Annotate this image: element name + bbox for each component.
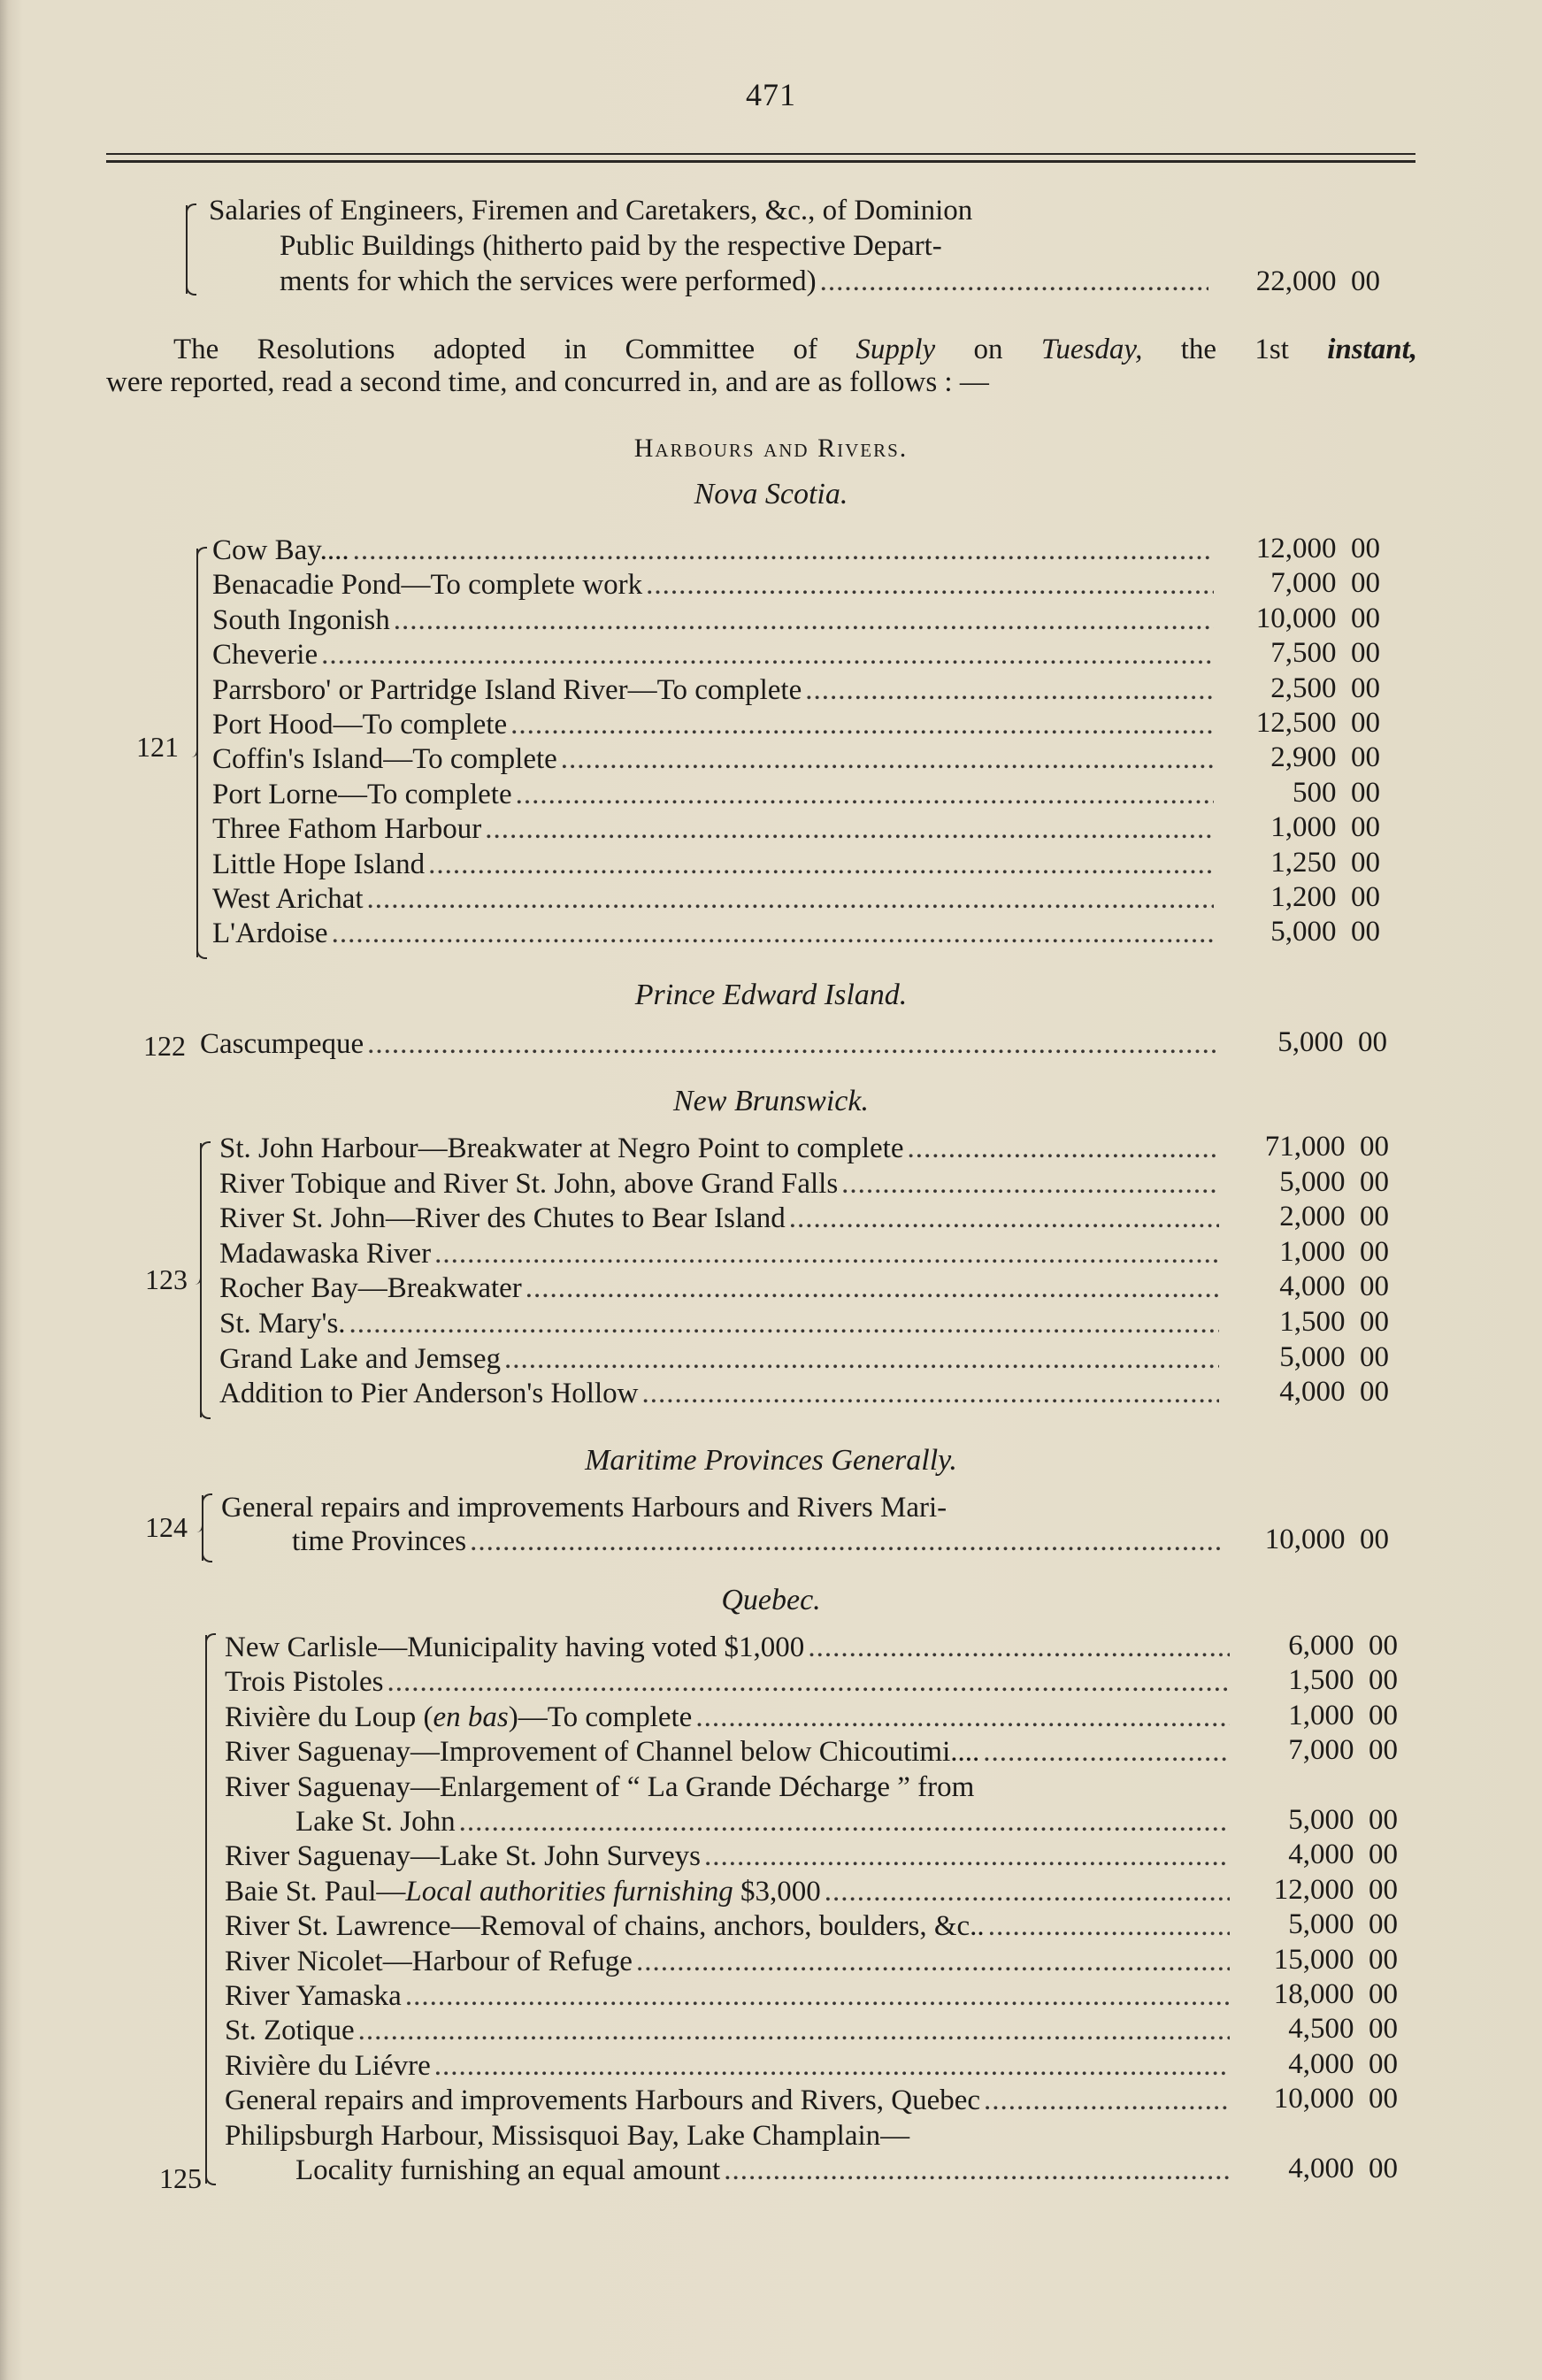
nova-scotia-item-amount: 1,250 00 [1270,846,1380,879]
header-rule-double [106,160,1415,163]
nova-scotia-item-amount: 12,000 00 [1255,533,1380,564]
nova-scotia-item-amount: 7,000 00 [1270,567,1380,600]
nova-scotia-item-label: Parrsboro' or Partridge Island River—To complete [212,673,802,706]
quebec-item-continuation [295,2154,1230,2187]
pei-amount: 5,000 00 [1277,1026,1387,1058]
nova-scotia-item-label: Port Hood—To complete [212,709,508,741]
new-brunswick-title: New Brunswick. [673,1085,869,1117]
nova-scotia-item-amount: 12,500 00 [1255,707,1380,739]
header-rule [106,153,1415,155]
quebec-item [225,1701,1230,1734]
quebec-item-label: Rivière du Loup (en bas)—To complete [225,1701,693,1733]
nova-scotia-item-label: L'Ardoise [212,917,328,950]
maritime-title: Maritime Provinces Generally. [585,1444,957,1477]
quebec-item-label: New Carlisle—Municipality having voted $1,000 [225,1631,805,1663]
quebec-item-label: River Saguenay—Improvement of Channel below Chicoutimi.... [225,1736,980,1769]
quebec-item-amount: 15,000 00 [1273,1943,1398,1976]
intro-line-2: Public Buildings (hitherto paid by the respective Depart- [280,230,942,262]
maritime-amount: 10,000 00 [1264,1524,1389,1555]
nova-scotia-item [212,779,1214,811]
brace-124 [202,1495,212,1561]
intro-brace [186,205,196,294]
quebec-item-amount: 12,000 00 [1273,1873,1398,1906]
resolution-line-1: The Resolutions adopted in Committee of Supply on Tuesday, the 1st instant, [173,334,1418,365]
new-brunswick-item-amount: 5,000 00 [1279,1165,1389,1198]
nova-scotia-item-amount: 500 00 [1293,776,1380,809]
quebec-item [225,2084,1230,2117]
new-brunswick-item [219,1378,1219,1410]
quebec-item-amount: 4,000 00 [1288,1839,1398,1871]
intro-line-3: ments for which the services were performed) ..... [280,265,1208,298]
nova-scotia-item-label: Three Fathom Harbour [212,813,482,846]
quebec-item-label: River Saguenay—Enlargement of “ La Grande Décharge ” from [225,1770,975,1803]
quebec-item-label-2: Lake St. John [295,1806,456,1838]
quebec-item-amount: 6,000 00 [1288,1630,1398,1662]
vote-123: 123 [145,1263,188,1295]
nova-scotia-item [212,569,1214,602]
quebec-item-label: River Yamaska [225,1980,402,2012]
intro-line-1: Salaries of Engineers, Firemen and Caretakers, &c., of Dominion [209,195,973,226]
quebec-item [225,1771,1230,1804]
nova-scotia-item-amount: 1,000 00 [1270,811,1380,844]
quebec-item-label-2: Locality furnishing an equal amount [295,2154,721,2186]
nova-scotia-item-label: Cow Bay.... [212,534,349,566]
nova-scotia-item-amount: 10,000 00 [1255,602,1380,634]
quebec-item-amount: 7,000 00 [1288,1734,1398,1767]
quebec-item [225,1946,1230,1978]
new-brunswick-item-label: Madawaska River [219,1237,432,1270]
nova-scotia-item [212,883,1214,916]
quebec-item [225,1631,1230,1664]
quebec-item-amount: 5,000 00 [1288,1804,1398,1836]
new-brunswick-item-amount: 5,000 00 [1279,1340,1389,1373]
pei-title: Prince Edward Island. [634,979,908,1011]
quebec-item-amount: 1,000 00 [1288,1699,1398,1731]
quebec-item-label: Philipsburgh Harbour, Missisquoi Bay, Lake Champlain— [225,2119,910,2152]
nova-scotia-item [212,848,1214,881]
nova-scotia-item-amount: 2,900 00 [1270,741,1380,774]
new-brunswick-item-amount: 4,000 00 [1279,1271,1389,1303]
new-brunswick-item [219,1272,1219,1305]
nova-scotia-item [212,743,1214,776]
maritime-line-1: General repairs and improvements Harbours and Rivers Mari- [221,1492,947,1524]
new-brunswick-item-amount: 1,000 00 [1279,1235,1389,1268]
quebec-item [225,1840,1230,1873]
nova-scotia-item [212,917,1214,950]
new-brunswick-item-label: River St. John—River des Chutes to Bear Island [219,1202,786,1235]
new-brunswick-item-amount: 4,000 00 [1279,1376,1389,1409]
quebec-item [225,2120,1230,2153]
quebec-item [225,1910,1230,1943]
new-brunswick-item [219,1202,1219,1235]
brace-123 [200,1143,211,1417]
pei-item: Cascumpeque ..... [200,1028,1217,1061]
brace-121 [196,549,207,957]
new-brunswick-item [219,1343,1219,1376]
nova-scotia-item-label: Cheverie [212,639,318,672]
quebec-item-amount: 5,000 00 [1288,1908,1398,1941]
quebec-item-amount: 10,000 00 [1273,2083,1398,2115]
quebec-item [225,1876,1230,1908]
quebec-item [225,2050,1230,2083]
nova-scotia-title: Nova Scotia. [694,478,848,511]
new-brunswick-item-amount: 1,500 00 [1279,1306,1389,1338]
quebec-item [225,1666,1230,1699]
new-brunswick-item-amount: 71,000 00 [1264,1131,1389,1163]
nova-scotia-item-label: Little Hope Island [212,848,426,880]
quebec-item [225,2015,1230,2047]
new-brunswick-item [219,1238,1219,1271]
quebec-item-label: General repairs and improvements Harbours and Rivers, Quebec [225,2084,981,2117]
intro-amount: 22,000 00 [1255,265,1380,297]
nova-scotia-item-label: West Arichat [212,883,364,915]
vote-122: 122 [143,1030,186,1062]
quebec-item-amount: 4,000 00 [1288,2153,1398,2184]
new-brunswick-item-label: St. John Harbour—Breakwater at Negro Point to complete [219,1132,904,1164]
vote-121: 121 [136,731,179,763]
nova-scotia-item [212,604,1214,637]
page-number: 471 [746,77,796,112]
quebec-item-label: St. Zotique [225,2015,355,2047]
new-brunswick-item [219,1132,1219,1165]
quebec-item-label: River St. Lawrence—Removal of chains, anchors, boulders, &c.. [225,1910,985,1943]
new-brunswick-item-label: Addition to Pier Anderson's Hollow [219,1378,639,1410]
quebec-item-label: Trois Pistoles [225,1666,384,1699]
quebec-item-amount: 4,000 00 [1288,2047,1398,2080]
vote-125: 125 [159,2162,202,2194]
nova-scotia-item-label: South Ingonish [212,603,390,636]
nova-scotia-item [212,639,1214,672]
quebec-item-label: Baie St. Paul—Local authorities furnishing $3,000 [225,1875,821,1908]
quebec-title: Quebec. [721,1584,821,1616]
new-brunswick-item-label: Grand Lake and Jemseg [219,1342,501,1375]
new-brunswick-item-amount: 2,000 00 [1279,1201,1389,1233]
quebec-item-amount: 4,500 00 [1288,2013,1398,2046]
quebec-item-continuation [295,1806,1230,1839]
new-brunswick-item-label: St. Mary's. [219,1308,346,1340]
quebec-item-label: River Saguenay—Lake St. John Surveys [225,1840,702,1873]
nova-scotia-item-label: Coffin's Island—To complete [212,743,557,776]
new-brunswick-item-label: Rocher Bay—Breakwater [219,1272,522,1305]
new-brunswick-item-label: River Tobique and River St. John, above Grand Falls [219,1167,839,1200]
nova-scotia-item-amount: 7,500 00 [1270,637,1380,670]
nova-scotia-item-label: Benacadie Pond—To complete work [212,569,643,602]
maritime-line-2: time Provinces ..... [292,1525,1221,1558]
quebec-item-label: River Nicolet—Harbour of Refuge [225,1945,633,1977]
quebec-item-amount: 1,500 00 [1288,1664,1398,1697]
nova-scotia-item-amount: 5,000 00 [1270,916,1380,948]
nova-scotia-item-amount: 2,500 00 [1270,672,1380,704]
nova-scotia-item [212,813,1214,846]
new-brunswick-item [219,1168,1219,1201]
nova-scotia-item [212,674,1214,707]
section-title: Harbours and Rivers. [633,434,909,463]
nova-scotia-item-label: Port Lorne—To complete [212,778,512,810]
quebec-item [225,1980,1230,2013]
resolution-line-2: were reported, read a second time, and concurred in, and are as follows : — [106,366,989,398]
quebec-item-amount: 18,000 00 [1273,1978,1398,2010]
quebec-item [225,1736,1230,1769]
new-brunswick-item [219,1308,1219,1340]
brace-125 [205,1635,216,2184]
quebec-item-label: Rivière du Liévre [225,2049,431,2082]
nova-scotia-item-amount: 1,200 00 [1270,881,1380,913]
nova-scotia-item [212,534,1214,567]
nova-scotia-item [212,709,1214,741]
vote-124: 124 [145,1511,188,1543]
